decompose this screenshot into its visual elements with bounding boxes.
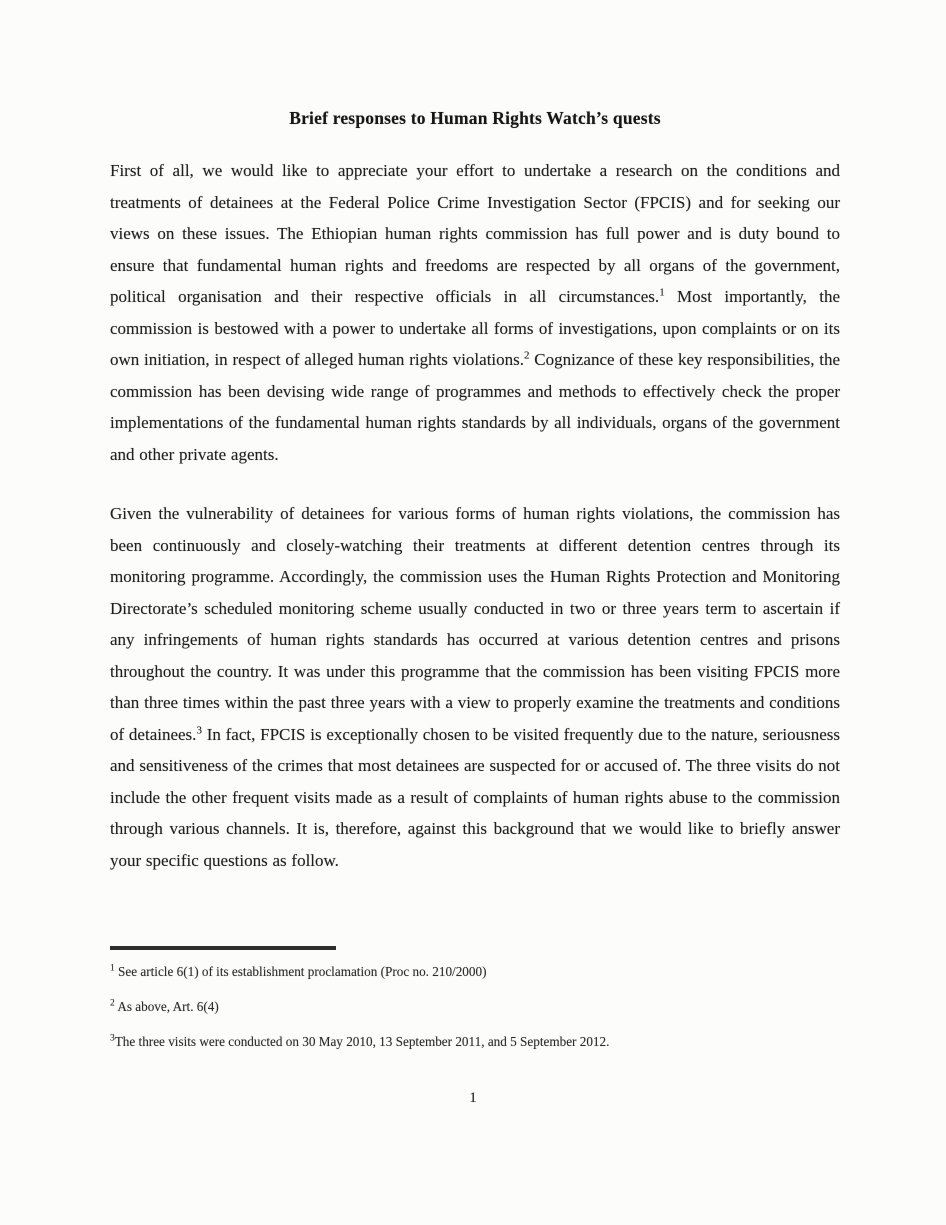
page-number: 1 — [469, 1090, 477, 1106]
paragraph-1-segment-1: First of all, we would like to appreciate your effort to undertake a research on the conditions and treatments of detainees at the Federal Police Crime Investigation Sector (FPCIS) and for seeking our views on these issues. The Ethiopian human rights commission has full power and is duty bound to ensure that fundamental human rights and freedoms are respected by all organs of the government, political organisation and their respective officials in all circumstances. — [110, 161, 840, 306]
footnote-1-text: See article 6(1) of its establishment proclamation (Proc no. 210/2000) — [114, 964, 487, 979]
footnote-ref-1: 1 — [659, 286, 665, 299]
footnote-1 — [110, 963, 840, 981]
document-body — [110, 108, 840, 904]
footnote-2-text: As above, Art. 6(4) — [114, 999, 219, 1014]
paragraph-2 — [110, 498, 840, 876]
footnote-3 — [110, 1033, 840, 1051]
paragraph-2-segment-2: In fact, FPCIS is exceptionally chosen to be visited frequently due to the nature, seriousness and sensitiveness of the crimes that most detainees are suspected for or accused of. The three visits do not include the other frequent visits made as a result of complaints of human rights abuse to the commission through various channels. It is, therefore, against this background that we would like to briefly answer your specific questions as follow. — [110, 724, 841, 870]
footnote-2 — [110, 998, 840, 1016]
footnote-1-marker: 1 — [110, 963, 115, 974]
paragraph-1-segment-3: Cognizance of these key responsibilities, the commission has been devising wide range of programmes and methods to effectively check the proper implementations of the fundamental human rights standards by all individuals, organs of the government and other private agents. — [110, 350, 840, 464]
footnote-3-marker: 3 — [110, 1033, 115, 1044]
paragraph-1-segment-2: Most importantly, the commission is bestowed with a power to undertake all forms of investigations, upon complaints or on its own initiation, in respect of alleged human rights violations. — [110, 287, 840, 369]
footnote-ref-2: 2 — [524, 349, 530, 362]
footnote-separator-rule — [110, 946, 336, 950]
document-title: Brief responses to Human Rights Watch’s quests — [289, 108, 661, 128]
paragraph-1 — [110, 155, 840, 470]
footnote-3-text: The three visits were conducted on 30 May 2010, 13 September 2011, and 5 September 2012. — [114, 1034, 610, 1049]
footnotes-section — [110, 946, 840, 1068]
paragraph-2-segment-1: Given the vulnerability of detainees for various forms of human rights violations, the commission has been continuously and closely-watching their treatments at different detention centres through its monitoring programme. Accordingly, the commission uses the Human Rights Protection and Monitoring Directorate’s scheduled monitoring scheme usually conducted in two or three years term to ascertain if any infringements of human rights standards has occurred at various detention centres and prisons throughout the country. It was under this programme that the commission has been visiting FPCIS more than three times within the past three years with a view to properly examine the treatments and conditions of detainees. — [110, 504, 840, 744]
footnote-2-marker: 2 — [110, 998, 115, 1009]
footnote-ref-3: 3 — [196, 723, 202, 736]
